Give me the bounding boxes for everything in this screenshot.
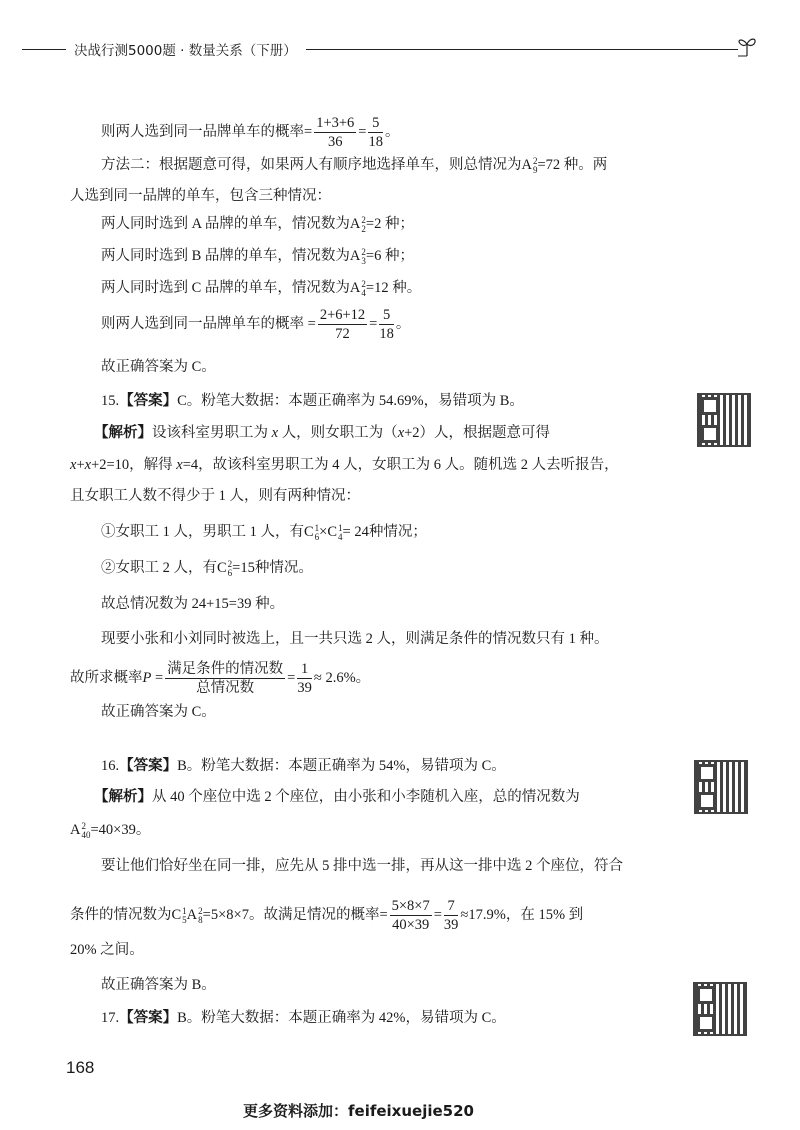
text-line: 故所求概率P = $\frac{\text{满足条件的情况数}}{\text{总情况数}}$ = $\frac{1}{39}$ ≈ 2.6%。 — [70, 661, 371, 696]
text-line: ①女职工 1 人，男职工 1 人，有C 1 6 ×C 1 4 = 24种情况； — [101, 522, 427, 542]
text-line: 故正确答案为 B。 — [101, 977, 216, 993]
text-line: 故总情况数为 24+15=39 种。 — [101, 596, 285, 612]
text-line: 【解析】从 40 个座位中选 2 个座位，由小张和小李随机入座，总的情况数为 — [94, 789, 580, 805]
text-line: 现要小张和小刘同时被选上，且一共只选 2 人，则满足条件的情况数只有 1 种。 — [101, 631, 609, 647]
text-line: 则两人选到同一品牌单车的概率 = $\frac{2+6+12}{72}$ = $\frac{5}{18}$ 。 — [101, 307, 411, 342]
text-line: A 2 40 =40×39。 — [70, 820, 151, 840]
text-line: 两人同时选到 C 品牌的单车，情况数为A 2 4 =12 种。 — [101, 278, 422, 298]
text-line: 故正确答案为 C。 — [101, 359, 216, 375]
header-rule-right — [306, 49, 738, 50]
text-line: 故正确答案为 C。 — [101, 704, 216, 720]
text-line: 两人同时选到 A 品牌的单车，情况数为A 2 2 =2 种； — [101, 214, 414, 234]
sprout-icon — [734, 34, 760, 58]
footer-note: 更多资料添加：feifeixuejie520 — [243, 1102, 474, 1120]
text-line: 两人同时选到 B 品牌的单车，情况数为A 2 3 =6 种； — [101, 246, 414, 266]
text-line: x+x+2=10，解得 x=4，故该科室男职工为 4 人，女职工为 6 人。随机选 2 人去听报告， — [70, 457, 619, 473]
text-line: 人选到同一品牌的单车，包含三种情况： — [70, 188, 331, 204]
page-number: 168 — [66, 1058, 95, 1077]
running-header — [0, 38, 800, 60]
header-title: 决战行测5000题 · 数量关系（下册） — [74, 43, 297, 59]
text-line: 要让他们恰好坐在同一排，应先从 5 排中选一排，再从这一排中选 2 个座位，符合 — [101, 858, 623, 874]
answer-16: 16.【答案】B。粉笔大数据：本题正确率为 54%，易错项为 C。 — [101, 758, 506, 774]
text-line: 且女职工人数不得少于 1 人，则有两种情况： — [70, 488, 360, 504]
text-line: 条件的情况数为C 1 5 A 2 8 =5×8×7。故满足情况的概率= $\frac{5\times 8\times 7}{40\times 39}$ = $\frac{7}{39}$ ≈17.9%，在 15% 到 — [70, 898, 584, 933]
answer-15: 15.【答案】C。粉笔大数据：本题正确率为 54.69%，易错项为 B。 — [101, 393, 524, 409]
text-line: ②女职工 2 人，有C 2 6 =15种情况。 — [101, 558, 313, 578]
text-line: 【解析】设该科室男职工为 x 人，则女职工为（x+2）人，根据题意可得 — [94, 425, 551, 441]
qr-code — [697, 393, 751, 447]
answer-17: 17.【答案】B。粉笔大数据：本题正确率为 42%，易错项为 C。 — [101, 1010, 506, 1026]
text-line: 方法二：根据题意可得，如果两人有顺序地选择单车，则总情况为A 2 9 =72 种。两 — [101, 155, 608, 175]
qr-code — [693, 982, 747, 1036]
header-rule-left — [22, 49, 66, 50]
qr-code — [694, 760, 748, 814]
text-line: 20% 之间。 — [70, 942, 144, 958]
text-line: 则两人选到同一品牌单车的概率= $\frac{1+3+6}{36}$ = $\frac{5}{18}$ 。 — [101, 115, 400, 150]
